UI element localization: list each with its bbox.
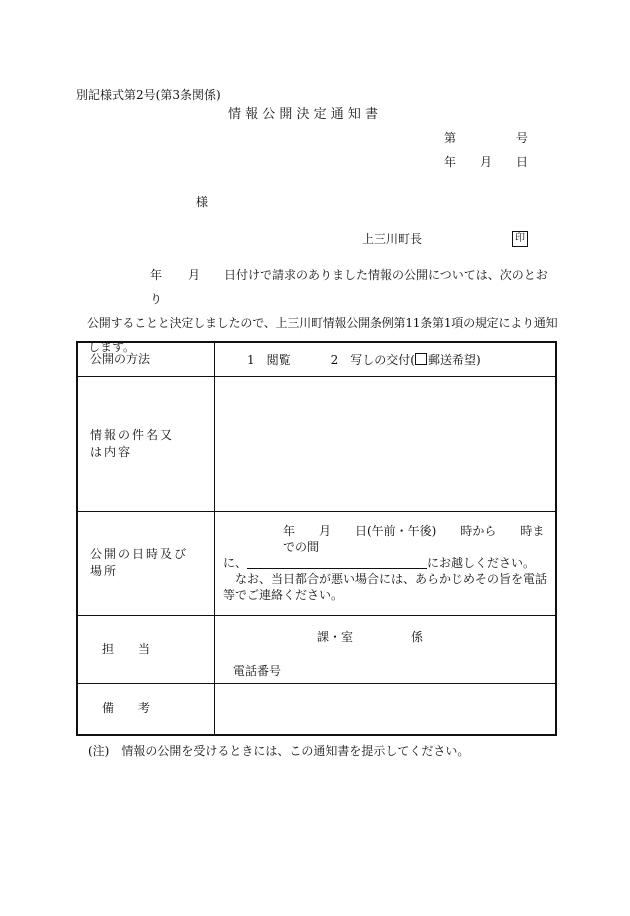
form-reference: 別記様式第2号(第3条関係) bbox=[76, 88, 221, 102]
contact-label: 担 当 bbox=[77, 615, 215, 683]
remarks-label: 備 考 bbox=[77, 683, 215, 735]
paragraph-line-3: します。 bbox=[88, 340, 136, 354]
contact-value bbox=[215, 615, 557, 683]
footnote: (注) 情報の公開を受けるときには、この通知書を提示してください。 bbox=[88, 744, 470, 758]
document-title: 情 報 公 開 決 定 通 知 書 bbox=[228, 107, 379, 122]
datetime-note: なお、当日都合が悪い場合には、あらかじめその旨を電話等でご連絡ください。 bbox=[223, 572, 548, 602]
row-subject bbox=[77, 376, 556, 511]
paragraph-line-1 bbox=[88, 263, 558, 311]
row-method bbox=[77, 342, 556, 376]
method-label: 公開の方法 bbox=[77, 342, 215, 376]
datetime-label: 公開の日時及び場所 bbox=[77, 511, 215, 615]
paragraph-line-1-text: 日付けで請求のありました情報の公開については、次のとおり bbox=[150, 268, 548, 306]
date-day: 日 bbox=[516, 155, 529, 169]
remarks-value[interactable] bbox=[215, 683, 557, 735]
issuer-name: 上三川町長 bbox=[362, 232, 423, 246]
date-month: 月 bbox=[480, 155, 493, 169]
row-datetime bbox=[77, 511, 556, 615]
method-option-copy[interactable]: 2 写しの交付( bbox=[330, 352, 415, 367]
mail-checkbox-icon[interactable] bbox=[415, 353, 427, 365]
row-contact bbox=[77, 615, 556, 683]
row-remarks bbox=[77, 683, 556, 735]
datetime-line-1: 年 月 日(午前・午後) 時から 時までの間 bbox=[283, 524, 545, 554]
number-prefix: 第 bbox=[444, 131, 457, 145]
datetime-line-2: に、 にお越しください。 bbox=[223, 556, 536, 570]
contact-phone: 電話番号 bbox=[233, 663, 282, 678]
paragraph-month: 月 bbox=[188, 268, 201, 282]
paragraph-line-2: 公開することと決定しましたので、上三川町情報公開条例第11条第1項の規定により通知 bbox=[87, 316, 558, 330]
method-option-view[interactable]: 1 閲覧 bbox=[247, 352, 291, 367]
datetime-value bbox=[215, 511, 557, 615]
contact-unit: 係 bbox=[411, 629, 424, 644]
location-blank[interactable] bbox=[247, 556, 427, 569]
contact-section: 課・室 bbox=[317, 629, 354, 644]
addressee-suffix: 様 bbox=[196, 195, 209, 209]
seal-mark: 印 bbox=[512, 231, 528, 247]
disclosure-form-table bbox=[76, 341, 557, 736]
method-option-copy-end: 郵送希望) bbox=[427, 352, 481, 367]
date-year: 年 bbox=[444, 155, 457, 169]
method-value bbox=[215, 342, 557, 376]
subject-label: 情報の件名又は内容 bbox=[77, 376, 215, 511]
paragraph-year: 年 bbox=[150, 268, 163, 282]
number-suffix: 号 bbox=[516, 131, 529, 145]
subject-value[interactable] bbox=[215, 376, 557, 511]
